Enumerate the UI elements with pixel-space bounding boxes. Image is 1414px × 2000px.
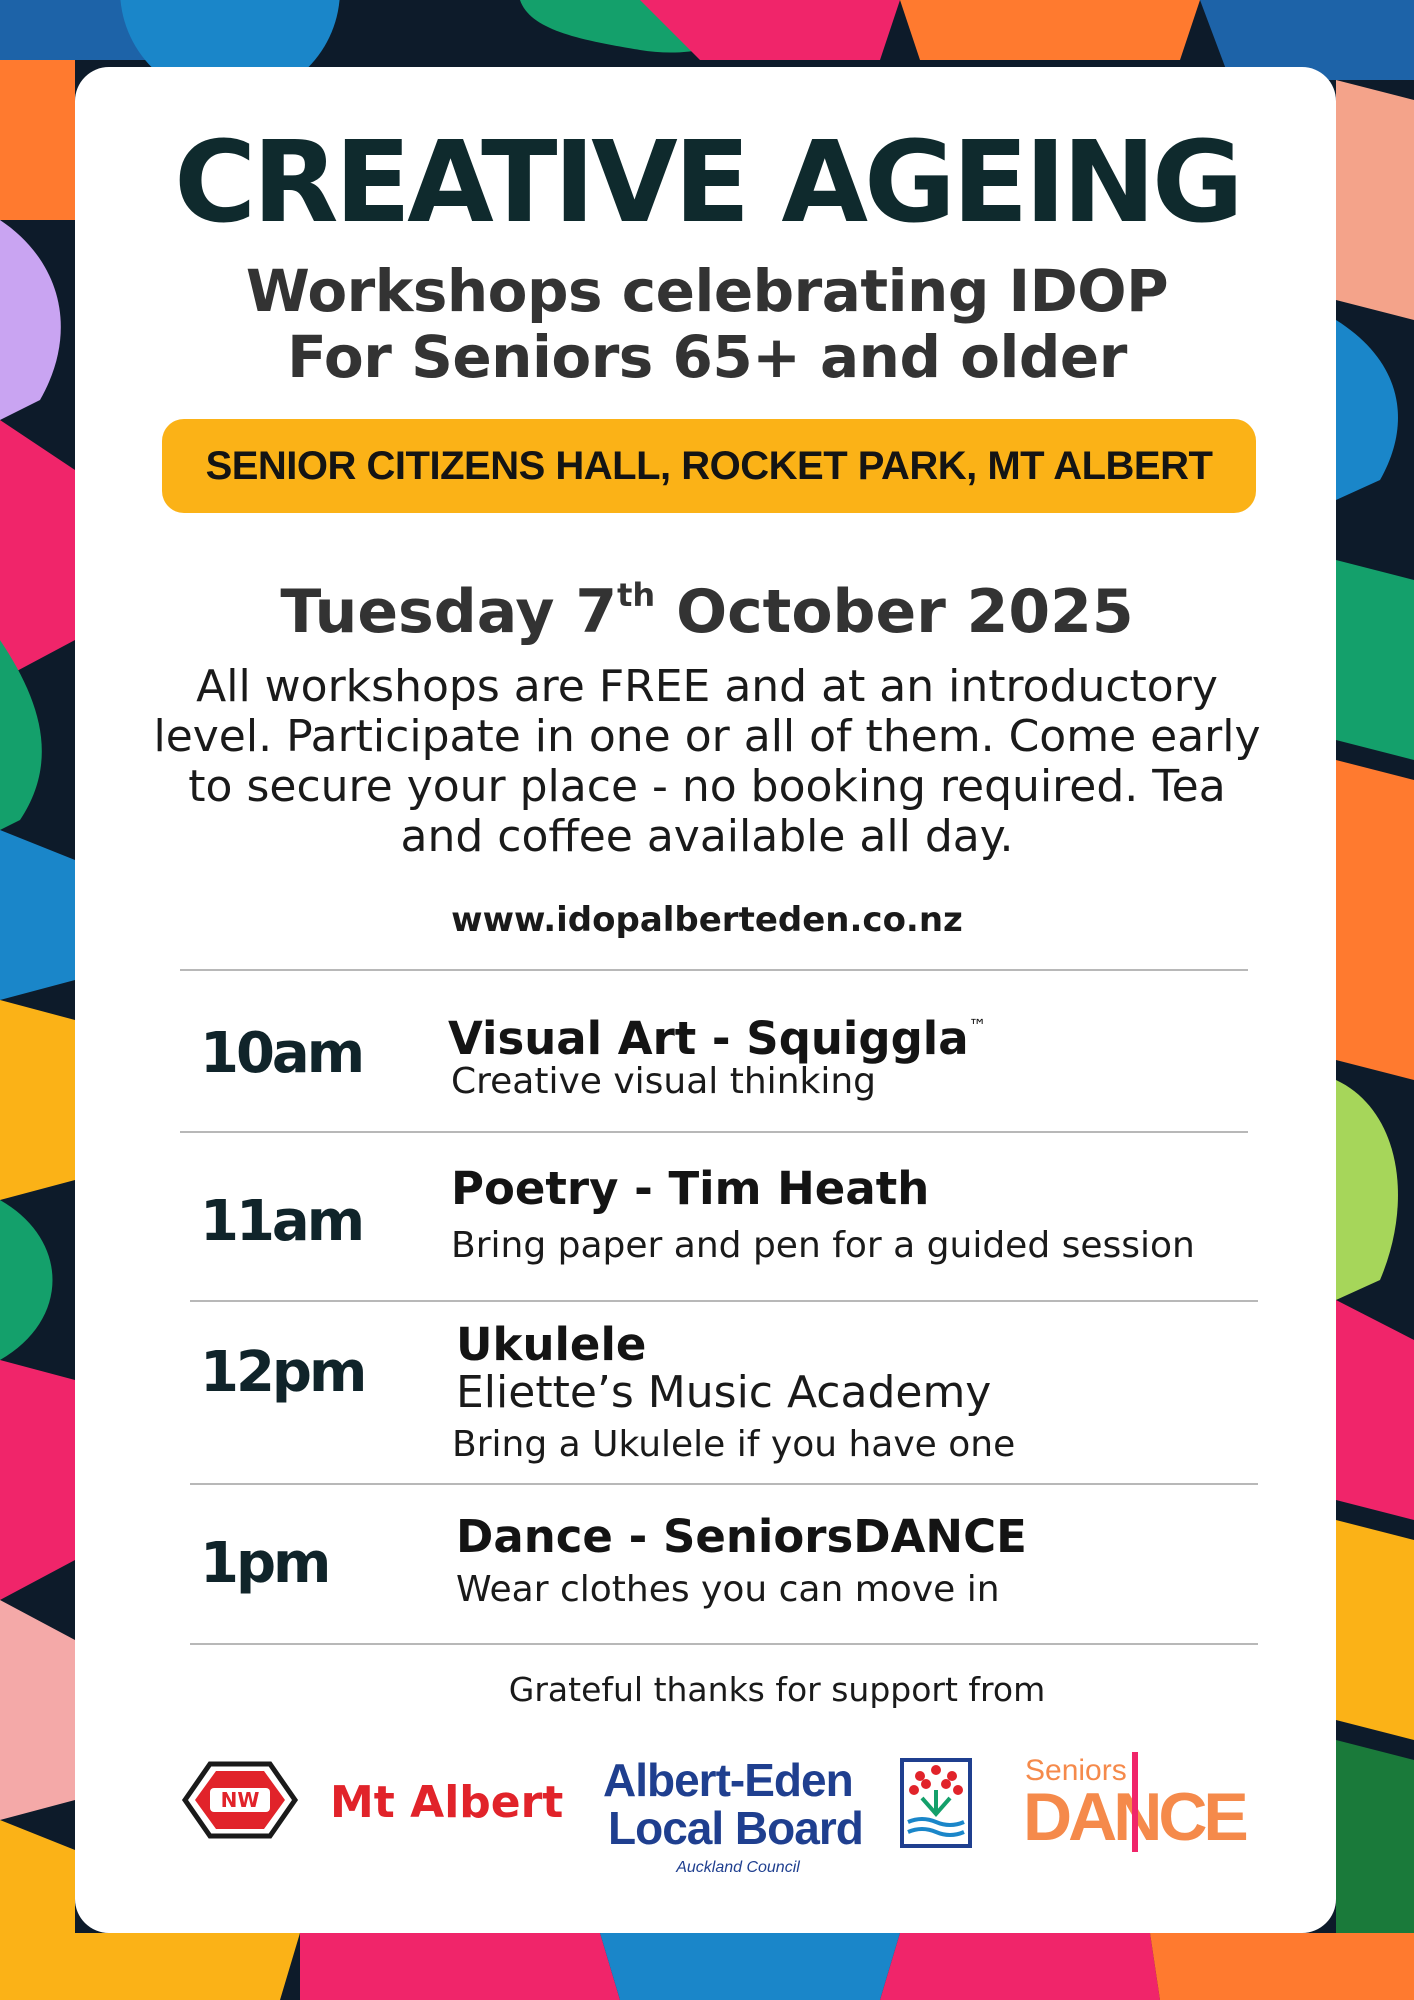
info-paragraph: All workshops are FREE and at an introductory level. Participate in one or all of them. Come early to secure your place - no booking required. Tea and coffee available all day. [153, 661, 1261, 862]
council-name: Auckland Council [676, 1859, 800, 1876]
session-description: Creative visual thinking [451, 1061, 877, 1102]
session-time: 11am [200, 1189, 363, 1254]
board-line-2: Local Board [608, 1802, 863, 1854]
nw-badge: NW [220, 1788, 260, 1812]
subtitle-line-2: For Seniors 65+ and older [287, 323, 1127, 391]
session-title-text: Visual Art - Squiggla [448, 1012, 969, 1065]
subtitle-line-1: Workshops celebrating IDOP [245, 257, 1169, 325]
schedule-divider [180, 969, 1248, 971]
venue-text: SENIOR CITIZENS HALL, ROCKET PARK, MT ALBERT [205, 443, 1213, 488]
trademark-mark: ™ [968, 1016, 987, 1037]
session-description: Bring paper and pen for a guided session [451, 1225, 1195, 1266]
nw-store-name: Mt Albert [330, 1777, 564, 1828]
venue-banner [162, 419, 1256, 513]
poster-title: CREATIVE AGEING [174, 118, 1240, 248]
session-title: Ukulele [456, 1318, 647, 1371]
schedule-divider [190, 1300, 1258, 1302]
schedule-divider [190, 1643, 1258, 1645]
website-link[interactable]: www.idopalberteden.co.nz [451, 900, 963, 940]
thanks-text: Grateful thanks for support from [508, 1670, 1046, 1709]
date-month-year: October 2025 [655, 577, 1134, 647]
date-suffix: th [617, 576, 656, 614]
board-line-1: Albert-Eden [603, 1754, 853, 1806]
seniors-dance-logo [1023, 1752, 1246, 1855]
session-description: Wear clothes you can move in [456, 1569, 1000, 1610]
session-time: 12pm [200, 1340, 365, 1405]
new-world-logo [185, 1764, 563, 1836]
session-time: 1pm [200, 1531, 329, 1596]
albert-eden-local-board-logo [603, 1754, 970, 1876]
seniors-big: DANCE [1023, 1779, 1245, 1855]
schedule-divider [190, 1483, 1258, 1485]
session-title: Poetry - Tim Heath [451, 1162, 930, 1215]
poster-subtitle [0, 258, 1414, 390]
seniors-small: Seniors [1025, 1754, 1127, 1787]
session-title: Dance - SeniorsDANCE [456, 1510, 1027, 1563]
session-provider: Eliette’s Music Academy [456, 1367, 992, 1418]
session-time: 10am [200, 1021, 363, 1086]
event-date [0, 560, 1414, 647]
session-description: Bring a Ukulele if you have one [452, 1424, 1016, 1465]
session-title [448, 1000, 987, 1066]
sponsor-logos [180, 1740, 1260, 1880]
date-weekday-day: Tuesday 7 [280, 577, 618, 647]
schedule-divider [180, 1131, 1248, 1133]
